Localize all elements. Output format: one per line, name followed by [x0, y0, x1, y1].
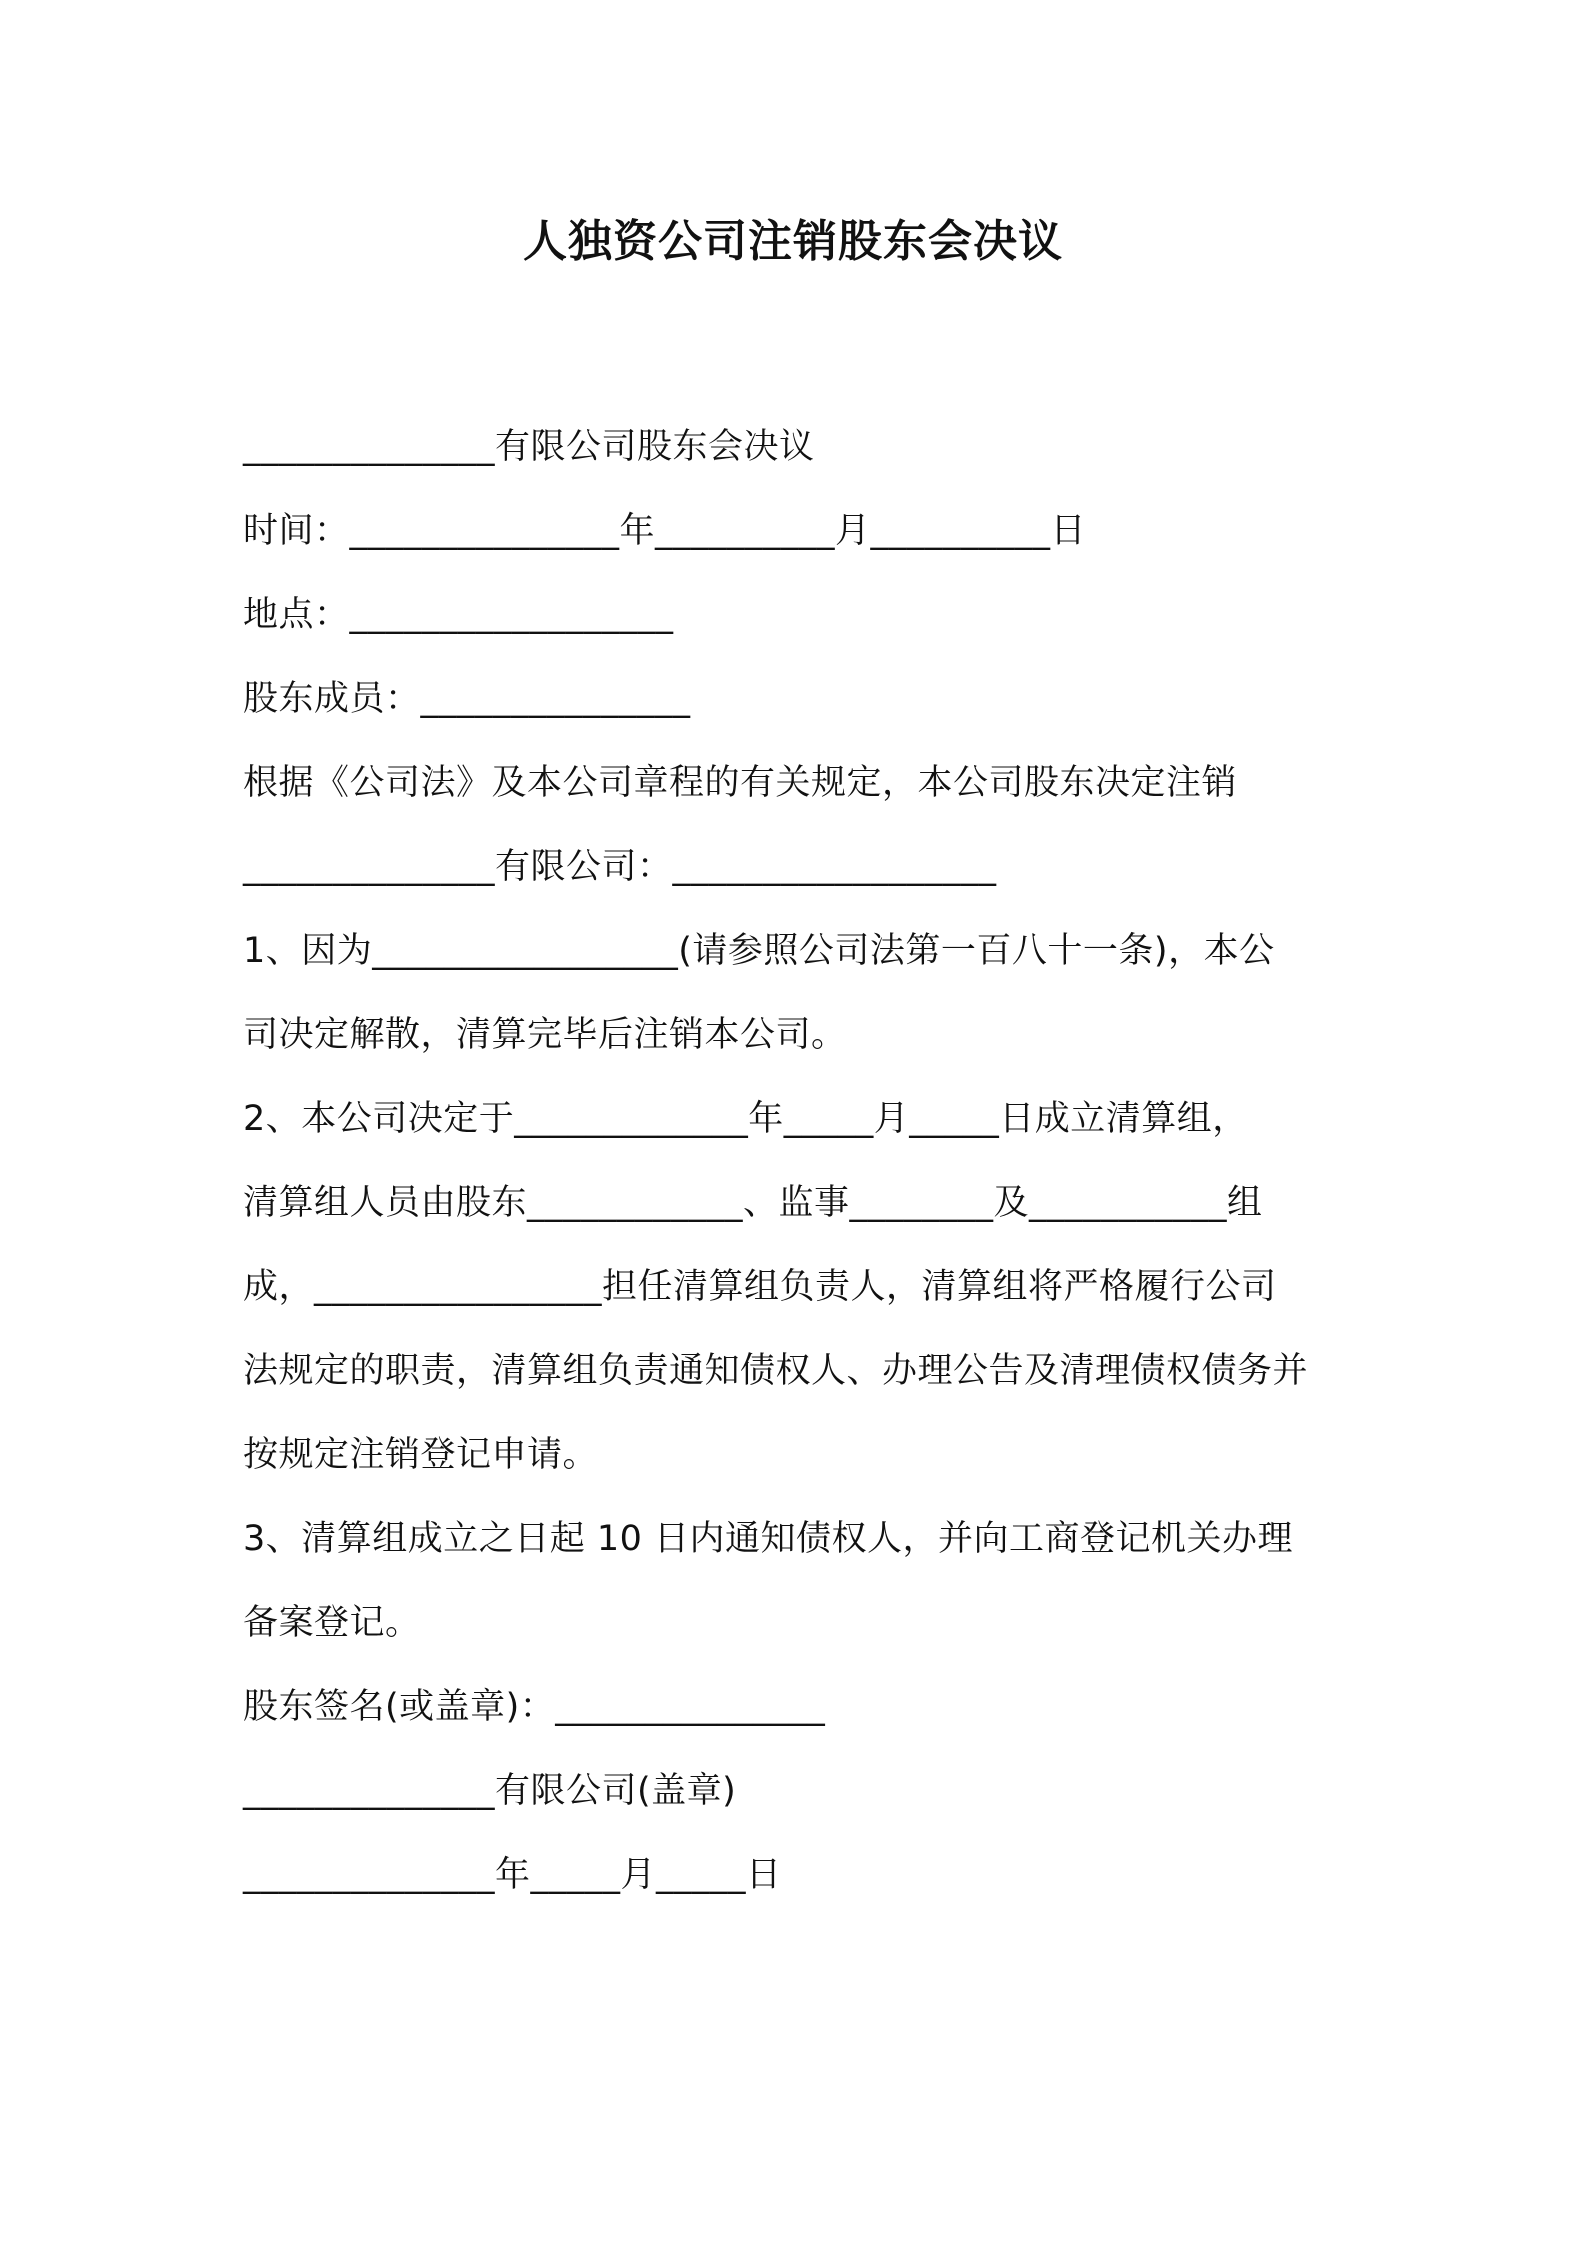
meeting-time-line: 时间：_______________年__________月__________日 — [243, 511, 1087, 551]
clause-2-line: 成，________________担任清算组负责人，清算组将严格履行公司 — [243, 1267, 1277, 1307]
clause-2-line: 清算组人员由股东____________、监事________及___________组 — [243, 1183, 1263, 1223]
clause-3-line: 3、清算组成立之日起 10 日内通知债权人，并向工商登记机关办理 — [243, 1519, 1294, 1559]
meeting-location-line: 地点：__________________ — [243, 595, 674, 635]
clause-2-line: 法规定的职责，清算组负责通知债权人、办理公告及清理债权债务并 — [243, 1351, 1309, 1391]
paragraph-line: ______________有限公司：__________________ — [243, 847, 997, 887]
clause-2-line: 按规定注销登记申请。 — [243, 1435, 599, 1475]
document-body — [243, 405, 1363, 1917]
clause-1-line: 1、因为_________________(请参照公司法第一百八十一条)，本公 — [243, 931, 1275, 971]
document-title: 人独资公司注销股东会决议 — [523, 216, 1063, 267]
paragraph-line: 根据《公司法》及本公司章程的有关规定，本公司股东决定注销 — [243, 763, 1238, 803]
company-resolution-heading: ______________有限公司股东会决议 — [243, 427, 815, 467]
shareholder-members-line: 股东成员：_______________ — [243, 679, 691, 719]
clause-2-line: 2、本公司决定于_____________年_____月_____日成立清算组， — [243, 1099, 1248, 1139]
clause-1-line: 司决定解散，清算完毕后注销本公司。 — [243, 1015, 847, 1055]
clause-3-line: 备案登记。 — [243, 1603, 421, 1643]
shareholder-signature-line: 股东签名(或盖章)：_______________ — [243, 1687, 826, 1727]
company-seal-line: ______________有限公司(盖章) — [243, 1771, 737, 1811]
signing-date-line: ______________年_____月_____日 — [243, 1855, 782, 1895]
